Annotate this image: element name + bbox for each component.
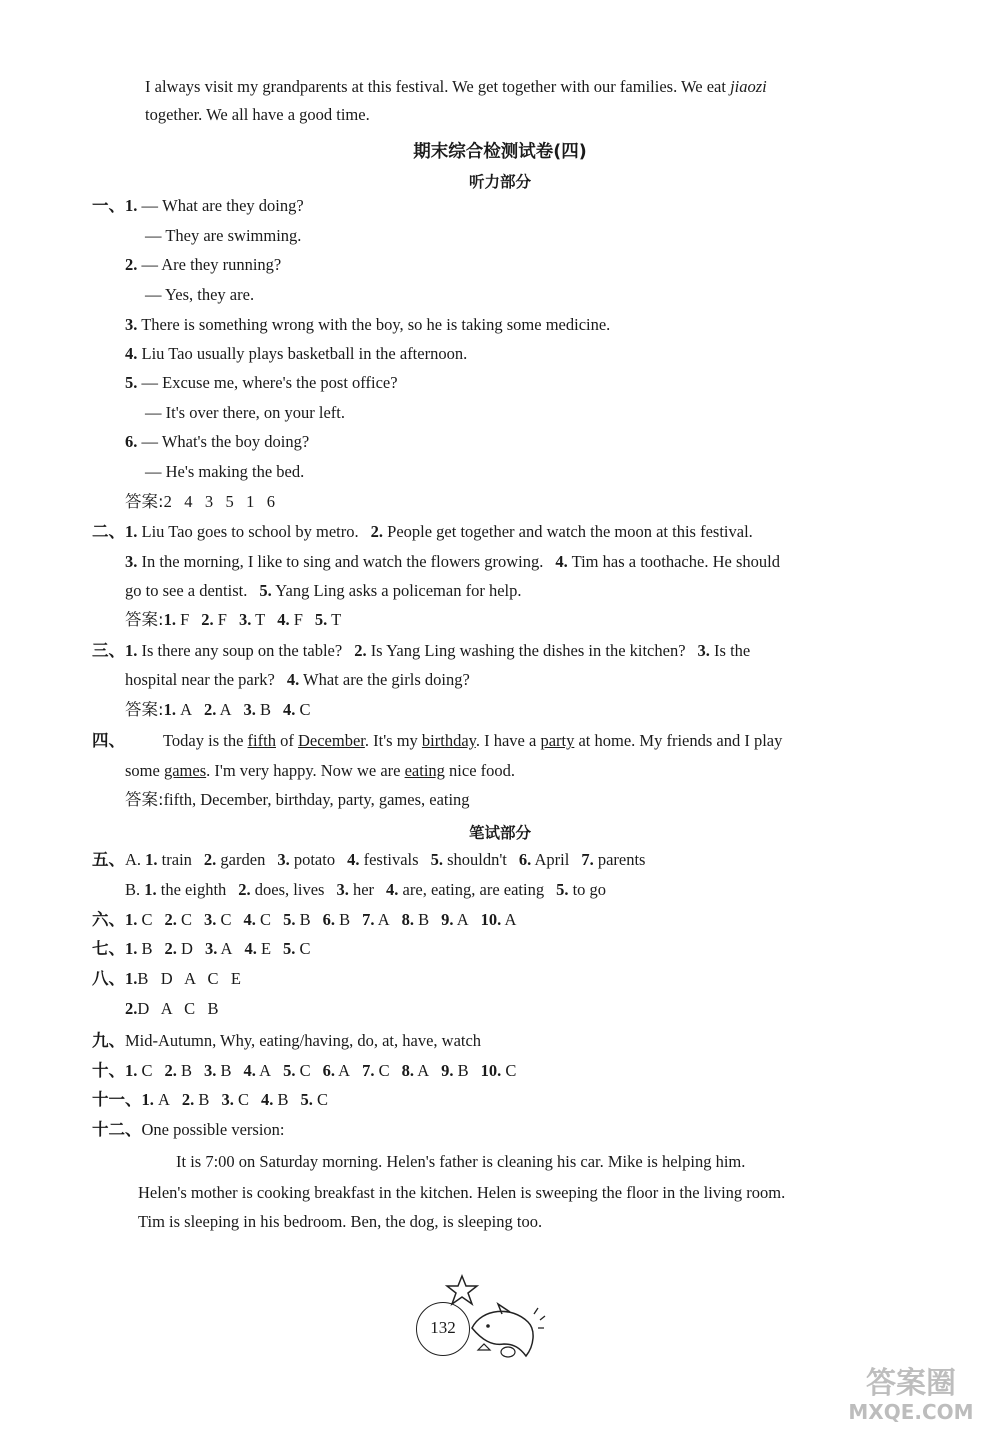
svg-text:答案圈: 答案圈 <box>866 1366 956 1401</box>
site-watermark-logo <box>836 1357 986 1427</box>
s12-line-2: Helen's mother is cooking breakfast in the kitchen. Helen is sweeping the floor in the living room. <box>138 1183 786 1202</box>
s1-item-6-q: 6. — What's the boy doing? <box>125 432 310 451</box>
s1-item-4: 4. Liu Tao usually plays basketball in the afternoon. <box>125 344 468 363</box>
intro-line-1: I always visit my grandparents at this festival. We get together with our families. We eat jiaozi <box>145 77 767 96</box>
s2-line-1: 二、1. Liu Tao goes to school by metro. 2. People get together and watch the moon at this festival. <box>92 522 753 541</box>
s12-line-3: Tim is sleeping in his bedroom. Ben, the dog, is sleeping too. <box>138 1212 543 1231</box>
s1-item-2-q: 2. — Are they running? <box>125 255 282 274</box>
written-heading: 笔试部分 <box>468 824 531 842</box>
s3-answer: 答案:1. A 2. A 3. B 4. C <box>125 700 311 719</box>
s12-label: 十二、One possible version: <box>92 1120 285 1139</box>
listening-heading: 听力部分 <box>468 173 531 191</box>
s1-item-5-q: 5. — Excuse me, where's the post office? <box>125 373 398 392</box>
s5-part-a: 五、A. 1. train 2. garden 3. potato 4. festivals 5. shouldn't 6. April 7. parents <box>92 850 646 869</box>
s1-answer: 答案:2 4 3 5 1 6 <box>125 492 275 511</box>
s8-line-2: 2.D A C B <box>125 999 219 1018</box>
s2-line-2: 3. In the morning, I like to sing and watch the flowers growing. 4. Tim has a toothache. He should <box>125 552 780 571</box>
s12-line-1: It is 7:00 on Saturday morning. Helen's father is cleaning his car. Mike is helping him. <box>176 1152 746 1171</box>
s7-answers: 七、1. B 2. D 3. A 4. E 5. C <box>92 939 311 958</box>
s1-item-6-a: — He's making the bed. <box>145 462 305 481</box>
s11-answers: 十一、1. A 2. B 3. C 4. B 5. C <box>92 1090 328 1109</box>
page-number: 132 <box>430 1318 456 1337</box>
s2-answer: 答案:1. F 2. F 3. T 4. F 5. T <box>125 610 342 629</box>
s3-line-2: hospital near the park? 4. What are the girls doing? <box>125 670 470 689</box>
intro-line-2: together. We all have a good time. <box>145 105 370 124</box>
s1-item-3: 3. There is something wrong with the boy, so he is taking some medicine. <box>125 315 611 334</box>
s10-answers: 十、1. C 2. B 3. B 4. A 5. C 6. A 7. C 8. A 9. B 10. C <box>92 1061 517 1080</box>
s1-item-2-a: — Yes, they are. <box>145 285 255 304</box>
s3-line-1: 三、1. Is there any soup on the table? 2. Is Yang Ling washing the dishes in the kitchen? 3. Is the <box>92 641 751 660</box>
s4-answer: 答案:fifth, December, birthday, party, games, eating <box>125 790 470 809</box>
s1-item-1-a: — They are swimming. <box>145 226 302 245</box>
intro-jiaozi: jiaozi <box>730 77 767 96</box>
s1-item-1-q: 一、1. — What are they doing? <box>92 196 304 215</box>
s4-line-2: some games. I'm very happy. Now we are eating nice food. <box>125 761 516 780</box>
s5-part-b: B. 1. the eighth 2. does, lives 3. her 4. are, eating, are eating 5. to go <box>125 880 607 899</box>
s9-answers: 九、Mid-Autumn, Why, eating/having, do, at, have, watch <box>92 1031 482 1050</box>
s8-line-1: 八、1.B D A C E <box>92 969 241 988</box>
s4-line-1: 四、 Today is the fifth of December. It's my birthday. I have a party at home. My friends and I play <box>92 731 783 750</box>
s1-item-5-a: — It's over there, on your left. <box>145 403 345 422</box>
s6-answers: 六、1. C 2. C 3. C 4. C 5. B 6. B 7. A 8. B 9. A 10. A <box>92 910 517 929</box>
page-title: 期末综合检测试卷(四) <box>413 142 587 162</box>
s2-line-3: go to see a dentist. 5. Yang Ling asks a policeman for help. <box>125 581 522 600</box>
svg-text:MXQE.COM: MXQE.COM <box>848 1400 974 1424</box>
